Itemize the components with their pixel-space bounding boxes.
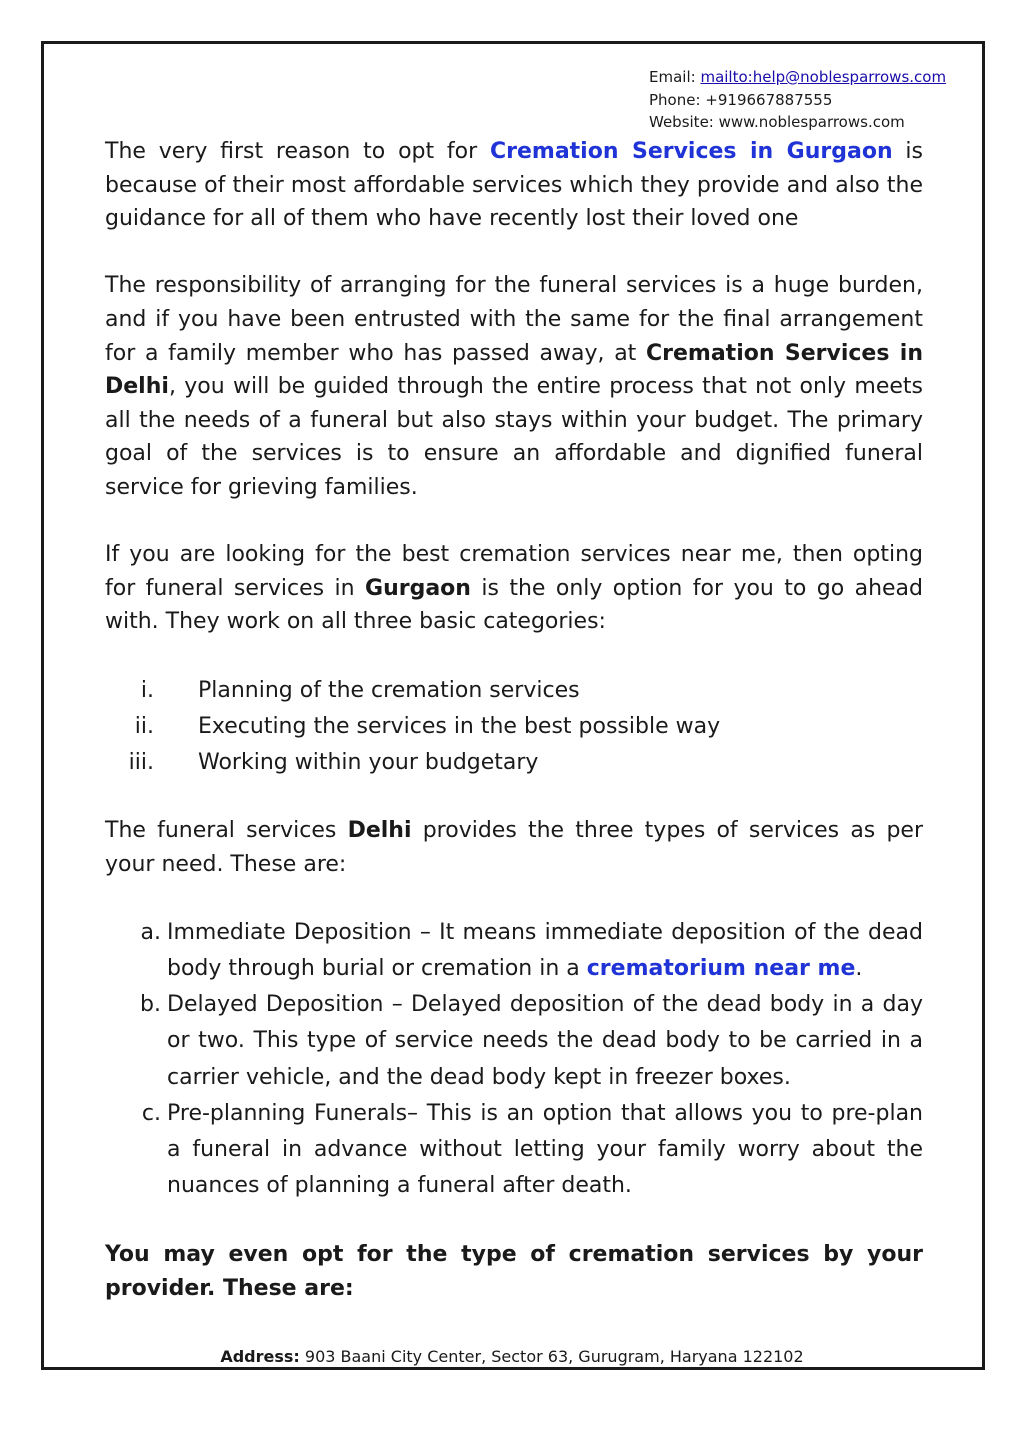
text-span: The very first reason to opt for bbox=[105, 139, 490, 164]
bold-gurgaon: Gurgaon bbox=[365, 575, 471, 601]
paragraph-responsibility bbox=[105, 269, 923, 504]
paragraph-intro bbox=[105, 135, 923, 236]
list-item-text: Planning of the cremation services bbox=[198, 677, 580, 703]
text-span: is because of their most affordable services which they provide and also the guidance for all of them who have recently lost their loved one bbox=[105, 139, 923, 232]
crematorium-link[interactable]: crematorium near me bbox=[586, 956, 856, 982]
list-marker: b. bbox=[140, 992, 161, 1018]
list-item-text: Pre-planning Funerals– This is an option that allows you to pre-plan a funeral in advance without letting your family worry about the nuances of planning a funeral after death. bbox=[167, 1100, 923, 1199]
document-body bbox=[105, 135, 923, 1305]
text-span: The funeral services bbox=[105, 818, 348, 844]
paragraph-three-types bbox=[105, 814, 923, 881]
list-item-text: Working within your budgetary bbox=[198, 749, 539, 775]
service-types-list bbox=[105, 915, 923, 1205]
phone-line: Phone: +919667887555 bbox=[649, 90, 833, 109]
list-item-text bbox=[167, 915, 923, 987]
list-item bbox=[105, 1096, 923, 1205]
text-span: provides the three types of services as per your need. These are: bbox=[105, 818, 924, 877]
list-item bbox=[105, 987, 923, 1096]
text-span: is the only option for you to go ahead with. They work on all three basic categories: bbox=[105, 575, 923, 635]
text-span: Immediate Deposition – It means immediate deposition of the dead body through burial or cremation in a bbox=[167, 919, 923, 982]
cremation-gurgaon-link[interactable]: Cremation Services in Gurgaon bbox=[489, 139, 893, 164]
bold-delhi: Delhi bbox=[347, 818, 412, 844]
text-span: . bbox=[855, 956, 863, 982]
list-marker: a. bbox=[140, 919, 161, 945]
text-span: The responsibility of arranging for the funeral services is a huge burden, and if you have been entrusted with the same for the final arrangement for a family member who has passed away, at bbox=[105, 273, 923, 366]
text-span: If you are looking for the best cremation services near me, then opting for funeral services in bbox=[105, 542, 923, 601]
email-link[interactable]: mailto:help@noblesparrows.com bbox=[700, 68, 947, 86]
contact-header bbox=[649, 66, 946, 134]
list-item-text: Delayed Deposition – Delayed deposition of the dead body in a day or two. This type of service needs the dead body to be carried in a carrier vehicle, and the dead body kept in freezer boxes. bbox=[167, 992, 923, 1090]
list-item-text: Executing the services in the best possible way bbox=[198, 713, 721, 739]
list-marker: iii. bbox=[128, 749, 154, 775]
list-marker: ii. bbox=[134, 713, 154, 739]
email-label: Email: bbox=[649, 68, 701, 86]
address-text: 903 Baani City Center, Sector 63, Gurugram, Haryana 122102 bbox=[299, 1347, 804, 1366]
list-item bbox=[105, 915, 923, 987]
paragraph-closing: You may even opt for the type of cremation services by your provider. These are: bbox=[105, 1242, 923, 1301]
list-item bbox=[105, 673, 923, 709]
bold-cremation-delhi: Cremation Services in Delhi bbox=[105, 340, 923, 400]
text-span: , you will be guided through the entire process that not only meets all the needs of a funeral but also stays within your budget. The primary goal of the services is to ensure an affordable and dignified funeral service for grieving families. bbox=[105, 374, 923, 500]
list-marker: i. bbox=[140, 677, 154, 703]
list-marker: c. bbox=[141, 1100, 161, 1126]
email-line bbox=[649, 66, 946, 89]
address-footer bbox=[0, 1347, 1024, 1366]
website-line: Website: www.noblesparrows.com bbox=[649, 113, 905, 131]
address-label: Address: bbox=[220, 1347, 300, 1366]
list-item bbox=[105, 709, 923, 745]
categories-list bbox=[105, 673, 923, 781]
paragraph-best-services bbox=[105, 538, 923, 639]
list-item bbox=[105, 745, 923, 781]
